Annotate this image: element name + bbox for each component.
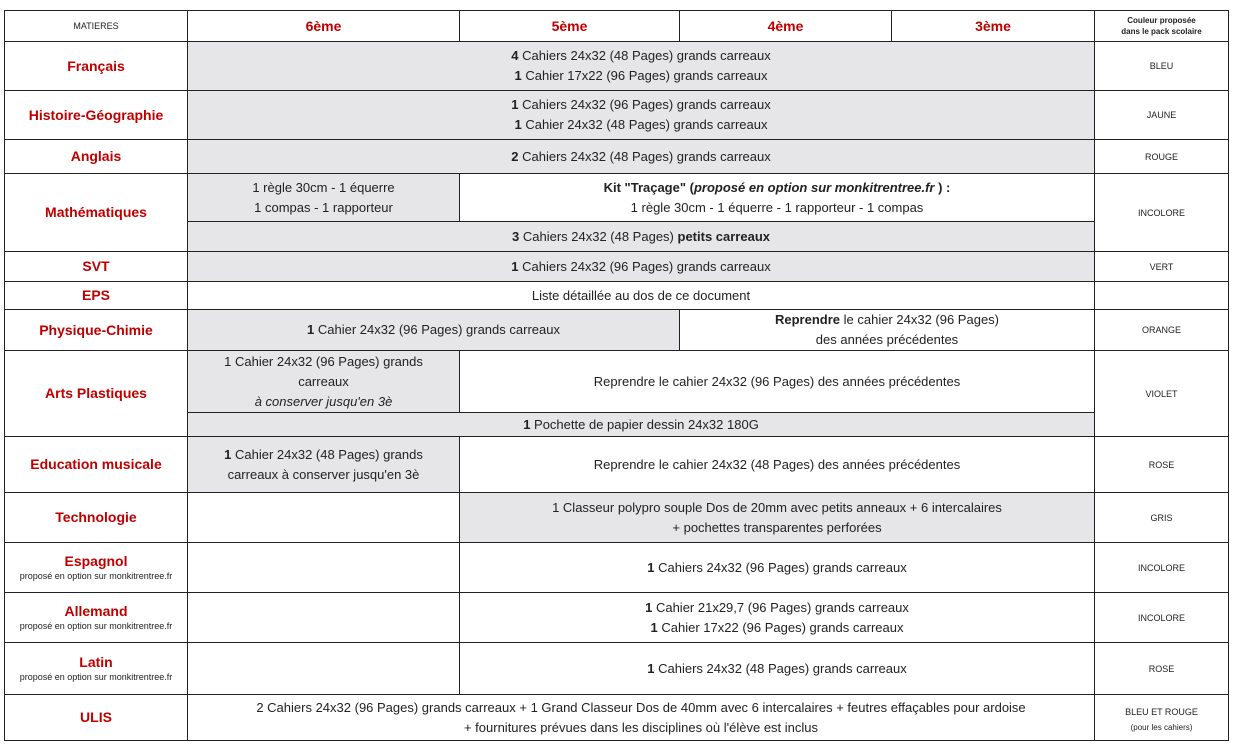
- subject-arts: Arts Plastiques: [5, 351, 188, 437]
- row-eps: [5, 282, 1229, 310]
- row-allemand: [5, 593, 1229, 643]
- row-francais: [5, 42, 1229, 91]
- color-espagnol: INCOLORE: [1095, 543, 1229, 593]
- row-arts: [5, 351, 1229, 413]
- row-arts-pochette: [5, 413, 1229, 437]
- color-eps: [1095, 282, 1229, 310]
- subject-anglais: Anglais: [5, 140, 188, 174]
- eps-supplies: Liste détaillée au dos de ce document: [188, 282, 1095, 310]
- subject-techno: Technologie: [5, 493, 188, 543]
- ulis-supplies: 2 Cahiers 24x32 (96 Pages) grands carreaux + 1 Grand Classeur Dos de 40mm avec 6 intercalaires + feutres effaçables pour ardoise + fournitures prévues dans les disciplines où l'élève est inclus: [188, 695, 1095, 741]
- color-francais: BLEU: [1095, 42, 1229, 91]
- color-musique: ROSE: [1095, 437, 1229, 493]
- color-maths: INCOLORE: [1095, 174, 1229, 252]
- subject-espagnol: Espagnol proposé en option sur monkitrentree.fr: [5, 543, 188, 593]
- row-musique: [5, 437, 1229, 493]
- subject-physique: Physique-Chimie: [5, 310, 188, 351]
- color-arts: VIOLET: [1095, 351, 1229, 437]
- espagnol-supplies: 1 Cahiers 24x32 (96 Pages) grands carreaux: [460, 543, 1095, 593]
- maths-cahiers: 3 Cahiers 24x32 (48 Pages) petits carreaux: [188, 222, 1095, 252]
- anglais-supplies: 2 Cahiers 24x32 (48 Pages) grands carreaux: [188, 140, 1095, 174]
- row-latin: [5, 643, 1229, 695]
- grade-3-header: 3ème: [892, 11, 1095, 42]
- allemand-6e-empty: [188, 593, 460, 643]
- espagnol-6e-empty: [188, 543, 460, 593]
- techno-6e-empty: [188, 493, 460, 543]
- svt-supplies: 1 Cahiers 24x32 (96 Pages) grands carreaux: [188, 252, 1095, 282]
- physique-5e-supplies: 1 Cahier 24x32 (96 Pages) grands carreaux: [188, 310, 680, 351]
- row-svt: [5, 252, 1229, 282]
- subject-francais: Français: [5, 42, 188, 91]
- subject-maths: Mathématiques: [5, 174, 188, 252]
- musique-other-supplies: Reprendre le cahier 24x32 (48 Pages) des années précédentes: [460, 437, 1095, 493]
- subjects-header: MATIERES: [5, 11, 188, 42]
- latin-6e-empty: [188, 643, 460, 695]
- grade-5-header: 5ème: [460, 11, 680, 42]
- maths-6e-tools: 1 règle 30cm - 1 équerre 1 compas - 1 rapporteur: [188, 174, 460, 222]
- color-histoire: JAUNE: [1095, 91, 1229, 140]
- supplies-table: [4, 10, 1229, 741]
- subject-ulis: ULIS: [5, 695, 188, 741]
- arts-6e-supplies: 1 Cahier 24x32 (96 Pages) grands carreaux à conserver jusqu'en 3è: [188, 351, 460, 413]
- musique-6e-supplies: 1 Cahier 24x32 (48 Pages) grands carreaux à conserver jusqu'en 3è: [188, 437, 460, 493]
- maths-kit-tracage: Kit "Traçage" (proposé en option sur monkitrentree.fr ) : 1 règle 30cm - 1 équerre - 1 rapporteur - 1 compas: [460, 174, 1095, 222]
- color-techno: GRIS: [1095, 493, 1229, 543]
- latin-supplies: 1 Cahiers 24x32 (48 Pages) grands carreaux: [460, 643, 1095, 695]
- histoire-supplies: 1 Cahiers 24x32 (96 Pages) grands carreaux 1 Cahier 24x32 (48 Pages) grands carreaux: [188, 91, 1095, 140]
- subject-histoire: Histoire-Géographie: [5, 91, 188, 140]
- color-physique: ORANGE: [1095, 310, 1229, 351]
- grade-6-header: 6ème: [188, 11, 460, 42]
- arts-pochette: 1 Pochette de papier dessin 24x32 180G: [188, 413, 1095, 437]
- arts-other-supplies: Reprendre le cahier 24x32 (96 Pages) des années précédentes: [460, 351, 1095, 413]
- techno-supplies: 1 Classeur polypro souple Dos de 20mm avec petits anneaux + 6 intercalaires + pochettes transparentes perforées: [460, 493, 1095, 543]
- color-header: Couleur proposée dans le pack scolaire: [1095, 11, 1229, 42]
- subject-musique: Education musicale: [5, 437, 188, 493]
- color-anglais: ROUGE: [1095, 140, 1229, 174]
- color-ulis: BLEU ET ROUGE (pour les cahiers): [1095, 695, 1229, 741]
- header-row: [5, 11, 1229, 42]
- row-techno: [5, 493, 1229, 543]
- color-latin: ROSE: [1095, 643, 1229, 695]
- color-allemand: INCOLORE: [1095, 593, 1229, 643]
- subject-latin: Latin proposé en option sur monkitrentree.fr: [5, 643, 188, 695]
- row-anglais: [5, 140, 1229, 174]
- subject-allemand: Allemand proposé en option sur monkitrentree.fr: [5, 593, 188, 643]
- physique-4e3e-supplies: Reprendre le cahier 24x32 (96 Pages) des années précédentes: [680, 310, 1095, 351]
- row-maths-cahiers: [5, 222, 1229, 252]
- row-histoire: [5, 91, 1229, 140]
- francais-supplies: 4 Cahiers 24x32 (48 Pages) grands carreaux 1 Cahier 17x22 (96 Pages) grands carreaux: [188, 42, 1095, 91]
- subject-eps: EPS: [5, 282, 188, 310]
- row-physique: [5, 310, 1229, 351]
- row-maths: [5, 174, 1229, 222]
- row-ulis: [5, 695, 1229, 741]
- row-espagnol: [5, 543, 1229, 593]
- allemand-supplies: 1 Cahier 21x29,7 (96 Pages) grands carreaux 1 Cahier 17x22 (96 Pages) grands carreaux: [460, 593, 1095, 643]
- color-svt: VERT: [1095, 252, 1229, 282]
- subject-svt: SVT: [5, 252, 188, 282]
- grade-4-header: 4ème: [680, 11, 892, 42]
